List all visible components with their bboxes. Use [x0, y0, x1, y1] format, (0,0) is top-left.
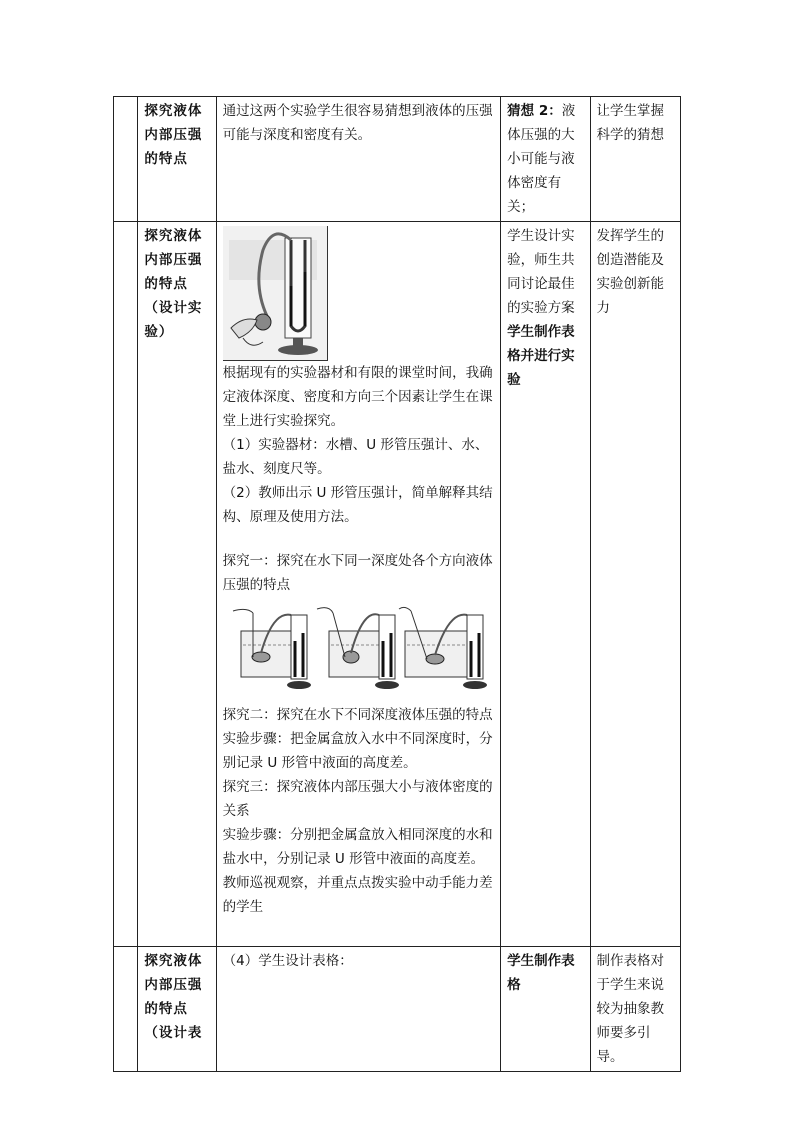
u-tube-manometer-image — [223, 226, 328, 361]
topic-text: 探究液体内部压强的特点（设计表 — [144, 953, 203, 1041]
beaker-setup-icon — [399, 607, 487, 689]
teacher-observe-text: 教师巡视观察，并重点点拨实验中动手能力差的学生 — [222, 875, 493, 915]
topic-cell — [138, 947, 216, 1072]
explore-three-text: 探究三：探究液体内部压强大小与液体密度的关系 — [222, 779, 493, 819]
student-activity-cell — [501, 97, 590, 222]
blank-column-cell — [114, 222, 138, 947]
design-intent-cell — [590, 947, 680, 1072]
design-intent-text: 制作表格对于学生来说较为抽象教师要多引导。 — [596, 953, 665, 1065]
equipment-item: （1）实验器材：水槽、U 形管压强计、水、盐水、刻度尺等。 — [222, 437, 489, 477]
lesson-plan-table — [113, 96, 681, 1072]
table-row — [114, 947, 681, 1072]
method-paragraph: 根据现有的实验器材和有限的课堂时间，我确定液体深度、密度和方向三个因素让学生在课堂上进行实验探究。 — [222, 365, 493, 429]
beaker-setup-icon — [233, 609, 311, 689]
topic-text: 探究液体内部压强的特点 — [144, 103, 203, 167]
student-activity-bold: 学生制作表格并进行实验 — [507, 324, 575, 388]
beaker-setup-icon — [317, 608, 399, 689]
student-activity-cell — [501, 222, 590, 947]
content-cell — [216, 97, 501, 222]
explore-three-steps: 实验步骤：分别把金属盒放入相同深度的水和盐水中，分别记录 U 形管中液面的高度差。 — [222, 827, 493, 867]
content-text: 通过这两个实验学生很容易猜想到液体的压强可能与深度和密度有关。 — [222, 103, 493, 143]
topic-text: 探究液体内部压强的特点（设计实验） — [144, 228, 203, 340]
content-cell — [216, 222, 501, 947]
topic-cell — [138, 222, 216, 947]
content-text: （4）学生设计表格： — [222, 953, 353, 969]
student-activity-text: 学生设计实验，师生共同讨论最佳的实验方案 — [507, 228, 575, 316]
student-activity-text: 液体压强的大小可能与液体密度有关； — [507, 103, 576, 215]
u-tube-manometer-icon — [223, 226, 327, 360]
table-row — [114, 222, 681, 947]
explore-two-text: 探究二：探究在水下不同深度液体压强的特点 实验步骤：把金属盒放入水中不同深度时，分别记录 U 形管中液面的高度差。 — [222, 707, 493, 771]
table-row — [114, 97, 681, 222]
blank-column-cell — [114, 97, 138, 222]
design-intent-cell — [590, 97, 680, 222]
three-beaker-experiment-image — [223, 601, 493, 693]
guess-label: 猜想 2： — [507, 103, 562, 119]
design-intent-text: 让学生掌握科学的猜想 — [596, 103, 665, 143]
topic-cell — [138, 97, 216, 222]
teacher-demo-item: （2）教师出示 U 形管压强计，简单解释其结构、原理及使用方法。 — [222, 485, 493, 525]
explore-one-text: 探究一：探究在水下同一深度处各个方向液体压强的特点 — [222, 553, 493, 593]
blank-column-cell — [114, 947, 138, 1072]
design-intent-text: 发挥学生的创造潜能及实验创新能力 — [596, 228, 665, 316]
design-intent-cell — [590, 222, 680, 947]
student-activity-cell — [501, 947, 590, 1072]
student-activity-bold: 学生制作表格 — [507, 953, 575, 993]
content-cell — [216, 947, 501, 1072]
